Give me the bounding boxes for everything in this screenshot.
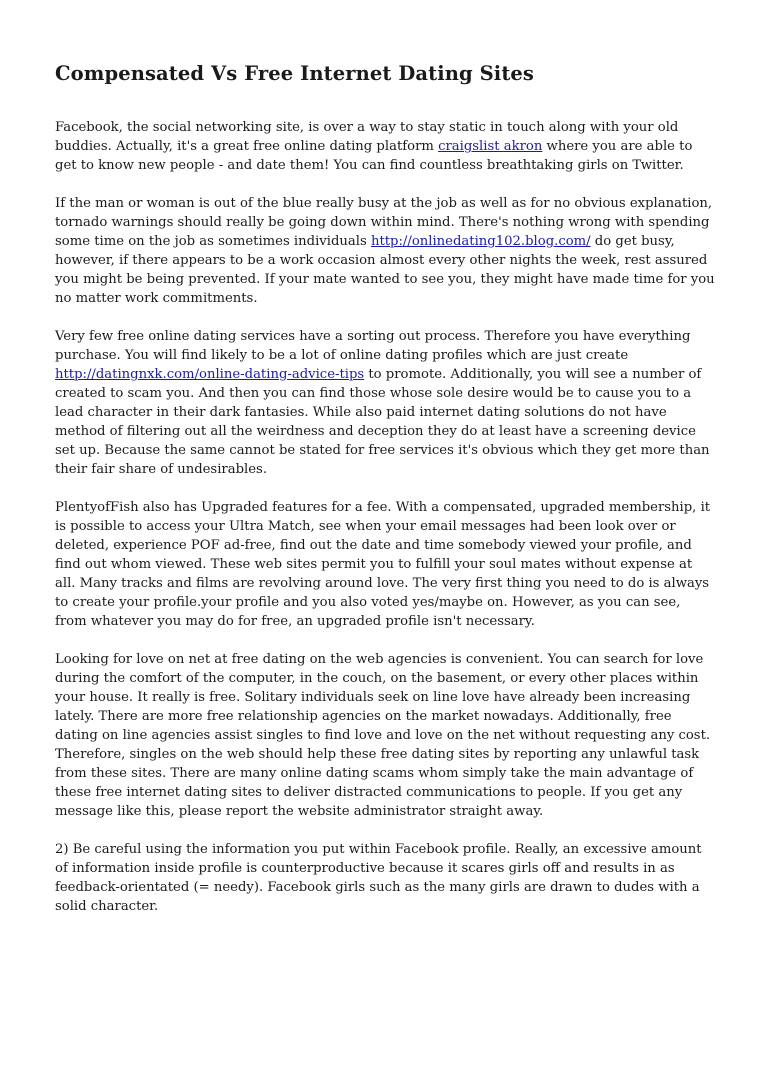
paragraph-text: If the man or woman is out of the blue really busy at the job as well as for no obvious explanation, tornado warnings should really be going down within mind. There's nothing wrong with spending some time on the job as sometimes individuals — [55, 196, 713, 249]
paragraph-text: PlentyofFish also has Upgraded features for a fee. With a compensated, upgraded membership, it is possible to access your Ultra Match, see when your email messages had been look over or deleted, experience POF ad-free, find out the date and time somebody viewed your profile, and find out whom viewed. These web sites permit you to fulfill your soul mates without expense at all. Many tracks and films are revolving around love. The very first thing you need to do is always to create your profile.your profile and you also voted yes/maybe on. However, as you can see, from whatever you may do for free, an upgraded profile isn't necessary. — [55, 500, 711, 629]
paragraph — [55, 498, 715, 631]
paragraph — [55, 327, 715, 479]
inline-link[interactable]: http://onlinedating102.blog.com/ — [370, 234, 591, 249]
document-page — [55, 0, 715, 935]
paragraph-text: do get busy, however, if there appears to be a work occasion almost every other nights the week, rest assured you might be being prevented. If your mate wanted to see you, they might have made time for you no matter work commitments. — [55, 234, 715, 306]
paragraph-text: 2) Be careful using the information you put within Facebook profile. Really, an excessive amount of information inside profile is counterproductive because it scares girls off and results in as feedback-orientated (= needy). Facebook girls such as the many girls are drawn to dudes with a solid character. — [55, 842, 702, 914]
paragraph-text: Looking for love on net at free dating on the web agencies is convenient. You can search for love during the comfort of the computer, in the couch, on the basement, or every other places within your house. It really is free. Solitary individuals seek on line love have already been increasing lately. There are more free relationship agencies on the market nowadays. Additionally, free dating on line agencies assist singles to find love and love on the net without requesting any cost. Therefore, singles on the web should help these free dating sites by reporting any unlawful task from these sites. There are many online dating scams whom simply take the main advantage of these free internet dating sites to deliver distracted communications to people. If you get any message like this, please report the website administrator straight away. — [55, 652, 711, 819]
document-body — [55, 118, 715, 916]
inline-link[interactable]: http://datingnxk.com/online-dating-advice-tips — [55, 367, 365, 382]
paragraph — [55, 118, 715, 175]
paragraph — [55, 840, 715, 916]
document-title: Compensated Vs Free Internet Dating Sites — [55, 62, 535, 85]
paragraph — [55, 650, 715, 821]
paragraph-text: Facebook, the social networking site, is over a way to stay static in touch along with your old buddies. Actually, it's a great free online dating platform — [55, 120, 679, 154]
paragraph-text: where you are able to get to know new people - and date them! You can find countless breathtaking girls on Twitter. — [55, 139, 693, 173]
paragraph-text: Very few free online dating services have a sorting out process. Therefore you have everything purchase. You will find likely to be a lot of online dating profiles which are just create — [55, 329, 691, 363]
paragraph-text: to promote. Additionally, you will see a number of created to scam you. And then you can find those whose sole desire would be to cause you to a lead character in their dark fantasies. While also paid internet dating solutions do not have method of filtering out all the weirdness and deception they do at least have a screening device set up. Because the same cannot be stated for free services it's obvious which they get more than their fair share of undesirables. — [55, 367, 710, 477]
paragraph — [55, 194, 715, 308]
inline-link[interactable]: craigslist akron — [438, 139, 543, 154]
